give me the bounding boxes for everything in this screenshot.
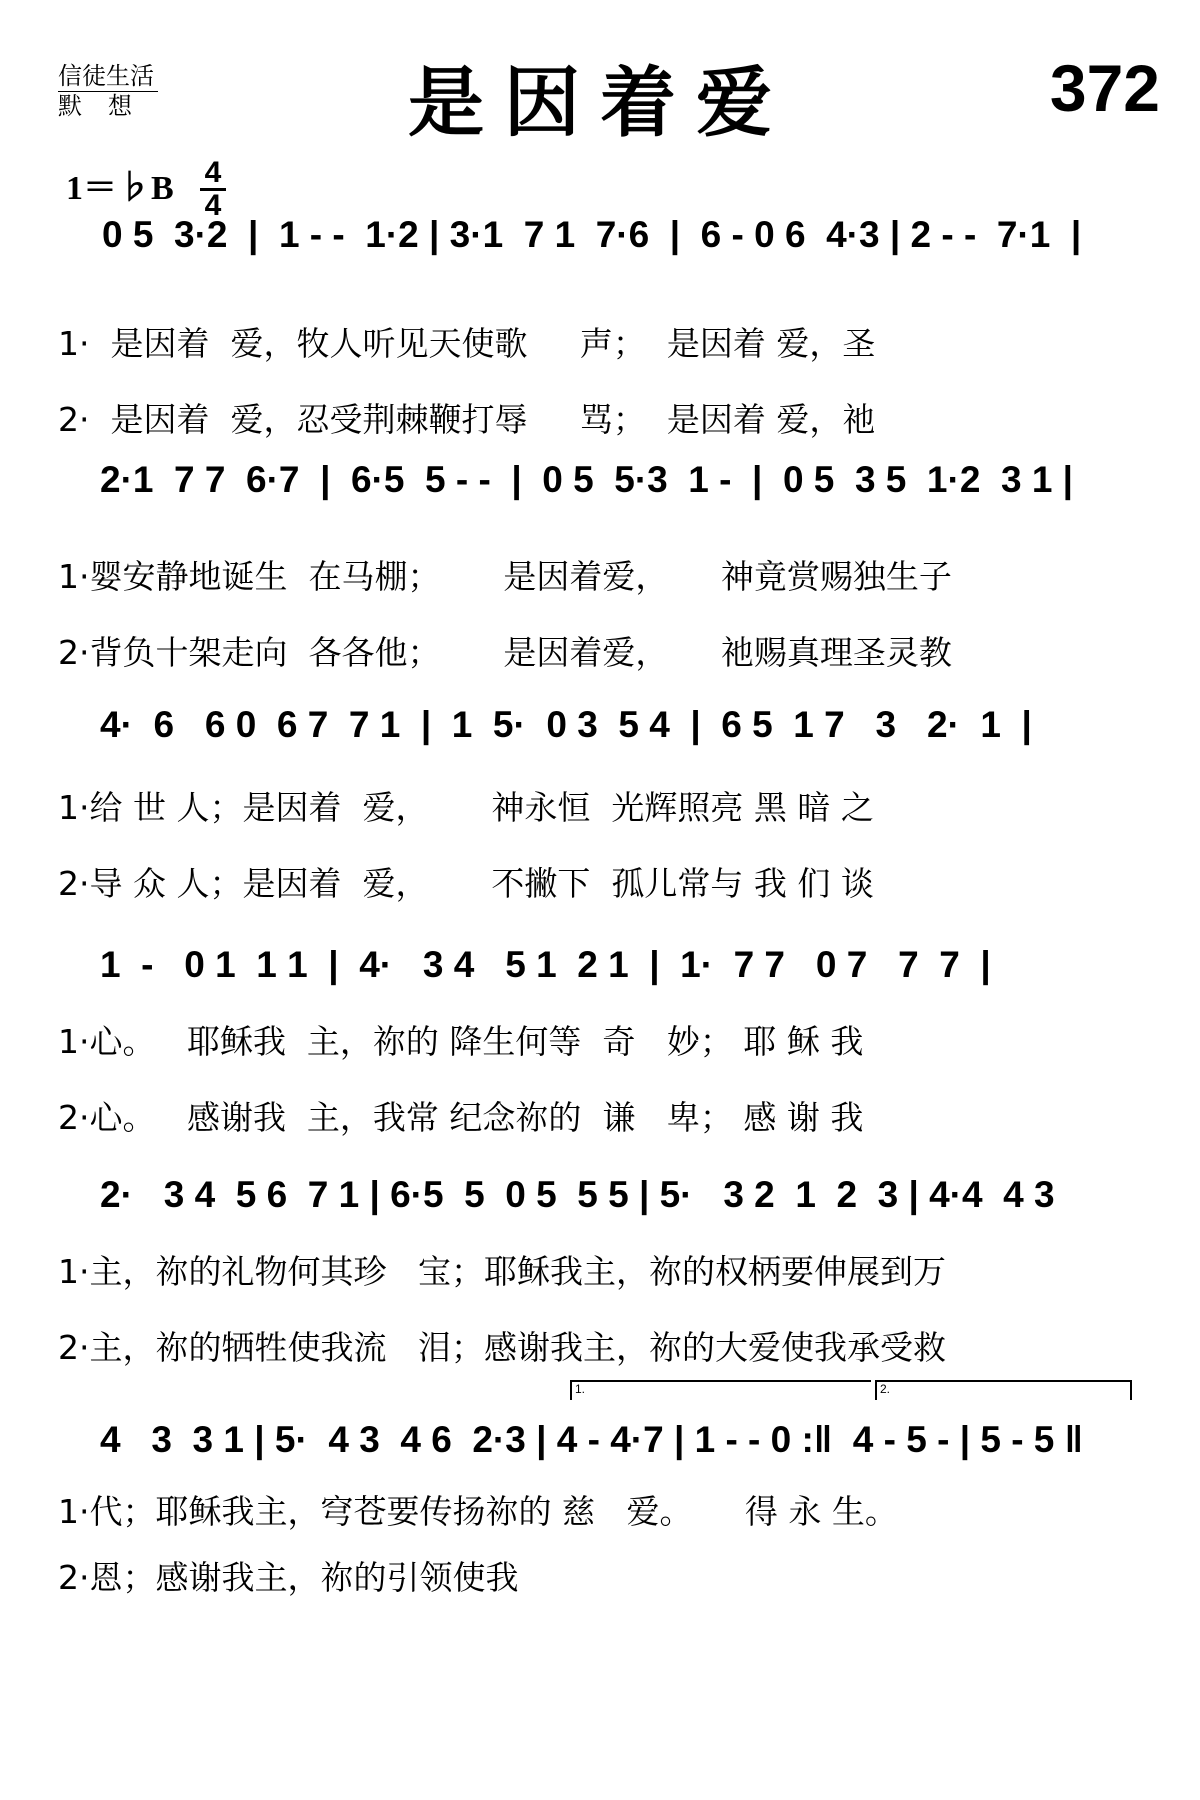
lyric-verse-2: 2·背负十架走向 各各他； 是因着爱， 祂赐真理圣灵教 [58,633,952,672]
notes-line [0,695,1200,755]
category-line-1: 信徒生活 [58,62,158,92]
notation: 0 5 3·2 | 1 - - 1·2 | 3·1 7 1 7·6 | 6 - 0 6 4·3 | 2 - - 7·1 | [102,214,1082,255]
notation: 2· 3 4 5 6 7 1 | 6·5 5 0 5 5 5 | 5· 3 2 1 2 3 | 4·4 4 3 [100,1174,1055,1215]
lyric-verse-2: 2·恩；感谢我主，祢的引领使我 [58,1558,519,1597]
lyric-verse-1: 1· 是因着 爱，牧人听见天使歌 声； 是因着 爱，圣 [58,324,876,363]
lyric-verse-2: 2·导 众 人；是因着 爱， 不撇下 孤儿常与 我 们 谈 [58,864,874,903]
notation: 1 - 0 1 1 1 | 4· 3 4 5 1 2 1 | 1· 7 7 0 7 7 7 | [100,944,991,985]
key-signature: 1＝♭B [66,170,174,207]
notation: 2·1 7 7 6·7 | 6·5 5 - - | 0 5 5·3 1 - | 0 5 3 5 1·2 3 1 | [100,459,1074,500]
notation: 4 3 3 1 | 5· 4 3 4 6 2·3 | 4 - 4·7 | 1 - - 0 :‖ 4 - 5 - | 5 - 5 ‖ [100,1419,1084,1460]
lyric-verse-2: 2· 是因着 爱，忍受荆棘鞭打辱 骂； 是因着 爱，祂 [58,400,876,439]
lyric-verse-1: 1·婴安静地诞生 在马棚； 是因着爱， 神竟赏赐独生子 [58,557,952,596]
notes-line [0,1165,1200,1225]
notes-line [0,935,1200,995]
lyric-verse-1: 1·心。 耶稣我 主，祢的 降生何等 奇 妙； 耶 稣 我 [58,1022,864,1061]
second-ending-bracket: 2. [875,1380,1132,1400]
lyric-verse-1: 1·主，祢的礼物何其珍 宝；耶稣我主，祢的权柄要伸展到万 [58,1252,946,1291]
hymn-number: 372 [1049,51,1160,125]
notes-line [0,1410,1200,1470]
song-title: 是因着爱 [408,58,792,147]
notes-line [0,205,1200,265]
lyric-verse-1: 1·给 世 人；是因着 爱， 神永恒 光辉照亮 黑 暗 之 [58,788,874,827]
notation: 4· 6 6 0 6 7 7 1 | 1 5· 0 3 5 4 | 6 5 1 7 3 2· 1 | [100,704,1032,745]
time-signature-bottom: 4 [204,189,222,222]
lyric-verse-1: 1·代；耶稣我主，穹苍要传扬祢的 慈 爱。 得 永 生。 [58,1492,898,1531]
lyric-verse-2: 2·心。 感谢我 主，我常 纪念祢的 谦 卑； 感 谢 我 [58,1098,864,1137]
category-line-2: 默想 [58,92,158,120]
lyric-verse-2: 2·主，祢的牺牲使我流 泪；感谢我主，祢的大爱使我承受救 [58,1328,946,1367]
time-signature-top: 4 [200,158,226,191]
first-ending-bracket: 1. [570,1380,871,1400]
notes-line [0,450,1200,510]
